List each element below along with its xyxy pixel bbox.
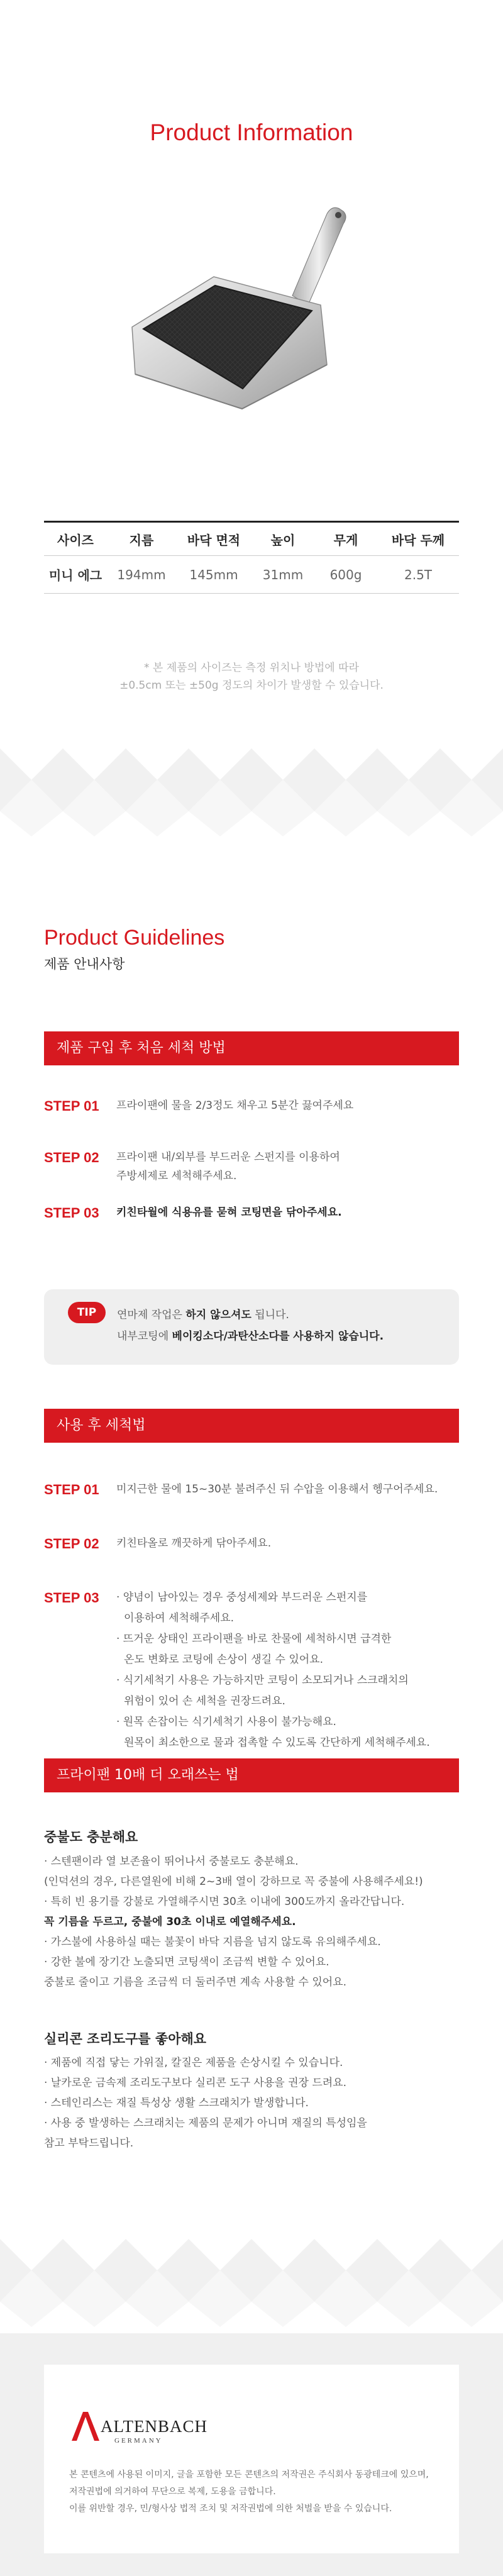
utensils-paragraph	[44, 2053, 465, 2153]
logo-brand-sub-text: GERMANY	[114, 2437, 163, 2445]
first-wash-step-2-text	[116, 1148, 459, 1185]
preheat-line-6: · 강한 불에 장기간 노출되면 코팅색이 조금씩 변할 수 있어요.	[44, 1956, 329, 1968]
after-use-step-1-label: STEP 01	[44, 1482, 99, 1497]
spec-header-diameter: 지름	[129, 532, 154, 548]
spec-cell-thickness: 2.5T	[404, 567, 433, 582]
after-use-wash-banner: 사용 후 세척법	[44, 1409, 459, 1443]
triangle-pattern-divider-bottom	[0, 2239, 503, 2327]
first-wash-step-1-text	[116, 1096, 459, 1115]
tip-line-2-b: 베이킹소다/과탄산소다를 사용하지 않습니다.	[172, 1330, 384, 1343]
after-use-step-3-line-7: · 원목 손잡이는 식기세척기 사용이 불가능해요.	[116, 1716, 336, 1728]
preheat-line-5: · 가스불에 사용하실 때는 불꽃이 바닥 지름을 넘지 않도록 유의해주세요.	[44, 1936, 381, 1948]
utensils-line-3: · 스테인리스는 재질 특성상 생활 스크래치가 발생합니다.	[44, 2097, 309, 2109]
preheat-line-1: · 스텐팬이라 열 보존율이 뛰어나서 중불로도 충분해요.	[44, 1855, 299, 1868]
first-wash-banner: 제품 구입 후 처음 세척 방법	[44, 1031, 459, 1065]
first-wash-step-1-label: STEP 01	[44, 1098, 99, 1114]
spec-header-thickness: 바닥 두께	[391, 532, 445, 548]
footer-line-1: 본 콘텐츠에 사용된 이미지, 글을 포함한 모든 콘텐츠의 저작권은 주식회사 동광테크에 있으며,	[69, 2470, 429, 2480]
spec-header-bottom-area: 바닥 면적	[187, 532, 241, 548]
after-use-step-3-line-1: · 양념이 남아있는 경우 중성세제와 부드러운 스펀지를	[116, 1591, 368, 1604]
utensils-line-4: · 사용 중 발생하는 스크래치는 제품의 문제가 아니며 재질의 특성임을	[44, 2117, 367, 2129]
footer-line-3: 이를 위반할 경우, 민/형사상 법적 조치 및 저작권법에 의한 처벌을 받을 수 있습니다.	[69, 2504, 392, 2514]
after-use-step-3-line-5: · 식기세척기 사용은 가능하지만 코팅이 소모되거나 스크래치의	[116, 1674, 409, 1687]
preheat-heading: 중불도 충분해요	[44, 1829, 138, 1845]
spec-cell-bottom-area: 145mm	[189, 567, 238, 582]
frying-pan-image	[119, 201, 384, 421]
product-information-title: Product Information	[150, 119, 353, 145]
after-use-step-3-line-4: 온도 변화로 코팅에 손상이 생길 수 있어요.	[124, 1653, 324, 1666]
utensils-heading: 실리콘 조리도구를 좋아해요	[44, 2031, 207, 2046]
first-wash-step-3-text	[116, 1203, 459, 1222]
footer-copyright	[69, 2467, 446, 2518]
logo-brand-text: ALTENBACH	[101, 2417, 208, 2436]
tip-line-1-c: 됩니다.	[251, 1309, 289, 1321]
spec-header-weight: 무게	[333, 532, 358, 548]
after-use-step-3-line-2: 이용하여 세척해주세요.	[124, 1612, 235, 1624]
after-use-step-3-text	[116, 1587, 459, 1753]
preheat-line-4: 꼭 기름을 두르고, 중불에 30초 이내로 예열해주세요.	[44, 1916, 296, 1928]
product-guidelines-title: Product Guidelines	[44, 926, 225, 950]
after-use-step-2-line: 키친타올로 깨끗하게 닦아주세요.	[116, 1537, 272, 1550]
footer-card	[44, 2365, 459, 2553]
after-use-step-2-label: STEP 02	[44, 1536, 99, 1552]
utensils-line-2: · 날카로운 금속제 조리도구보다 실리콘 도구 사용을 권장 드려요.	[44, 2077, 347, 2089]
first-wash-step-2-line-1: 프라이팬 내/외부를 부드러운 스펀지를 이용하여	[116, 1151, 340, 1163]
spec-header-height: 높이	[270, 532, 296, 548]
tip-line-2-a: 내부코팅에	[117, 1330, 172, 1343]
tip-line-1-b: 하지 않으셔도	[185, 1309, 252, 1321]
spec-table-row	[44, 556, 459, 594]
spec-header-size: 사이즈	[57, 532, 94, 548]
after-use-step-3-line-3: · 뜨거운 상태인 프라이팬을 바로 찬물에 세척하시면 급격한	[116, 1633, 392, 1645]
longevity-tips-banner: 프라이팬 10배 더 오래쓰는 법	[44, 1758, 459, 1792]
spec-note	[0, 659, 503, 694]
spec-table	[44, 521, 459, 594]
after-use-step-3-line-8: 원목이 최소한으로 물과 접촉할 수 있도록 간단하게 세척해주세요.	[124, 1736, 430, 1749]
triangle-pattern-divider	[0, 748, 503, 836]
tip-line-1	[117, 1306, 289, 1321]
spec-note-line-2: ±0.5cm 또는 ±50g 정도의 차이가 발생할 수 있습니다.	[119, 679, 384, 692]
after-use-step-3-line-6: 위험이 있어 손 세척을 권장드려요.	[124, 1695, 285, 1707]
spec-note-line-1: * 본 제품의 사이즈는 측정 위치나 방법에 따라	[144, 662, 359, 674]
preheat-line-7: 중불로 줄이고 기름을 조금씩 더 둘러주면 계속 사용할 수 있어요.	[44, 1976, 347, 1989]
first-wash-step-1-line: 프라이팬에 물을 2/3정도 채우고 5분간 끓여주세요	[116, 1099, 354, 1112]
after-use-step-1-line: 미지근한 물에 15~30분 불려주신 뒤 수압을 이용해서 헹구어주세요.	[116, 1483, 438, 1496]
tip-badge: TIP	[68, 1302, 106, 1323]
after-use-step-1-text	[116, 1480, 459, 1499]
after-use-step-3-label: STEP 03	[44, 1590, 99, 1606]
tip-line-2	[117, 1327, 384, 1343]
spec-table-header	[44, 521, 459, 556]
altenbach-logo	[69, 2408, 226, 2445]
spec-cell-height: 31mm	[262, 567, 304, 582]
utensils-line-1: · 제품에 직접 닿는 가위질, 칼질은 제품을 손상시킬 수 있습니다.	[44, 2057, 343, 2069]
first-wash-step-3-label: STEP 03	[44, 1205, 99, 1221]
preheat-line-3: · 특히 빈 용기를 강불로 가열해주시면 30초 이내에 300도까지 올라간답니다.	[44, 1896, 405, 1908]
spec-cell-diameter: 194mm	[117, 567, 166, 582]
footer-line-2: 저작권법에 의거하여 무단으로 복제, 도용을 금합니다.	[69, 2487, 276, 2497]
spec-cell-weight: 600g	[329, 567, 362, 582]
spec-cell-size: 미니 에그	[48, 568, 102, 583]
after-use-step-2-text	[116, 1534, 459, 1553]
preheat-paragraph	[44, 1852, 465, 1992]
first-wash-step-3-line: 키친타월에 식용유를 묻혀 코팅면을 닦아주세요.	[116, 1206, 342, 1219]
first-wash-step-2-label: STEP 02	[44, 1150, 99, 1165]
product-guidelines-subtitle: 제품 안내사항	[44, 957, 125, 972]
preheat-line-2: (인덕션의 경우, 다른열원에 비해 2~3배 열이 강하므로 꼭 중불에 사용해주세요!)	[44, 1875, 423, 1888]
first-wash-step-2-line-2: 주방세제로 세척해주세요.	[116, 1170, 237, 1182]
utensils-line-5: 참고 부탁드립니다.	[44, 2137, 134, 2150]
tip-line-1-a: 연마제 작업은	[117, 1309, 186, 1321]
